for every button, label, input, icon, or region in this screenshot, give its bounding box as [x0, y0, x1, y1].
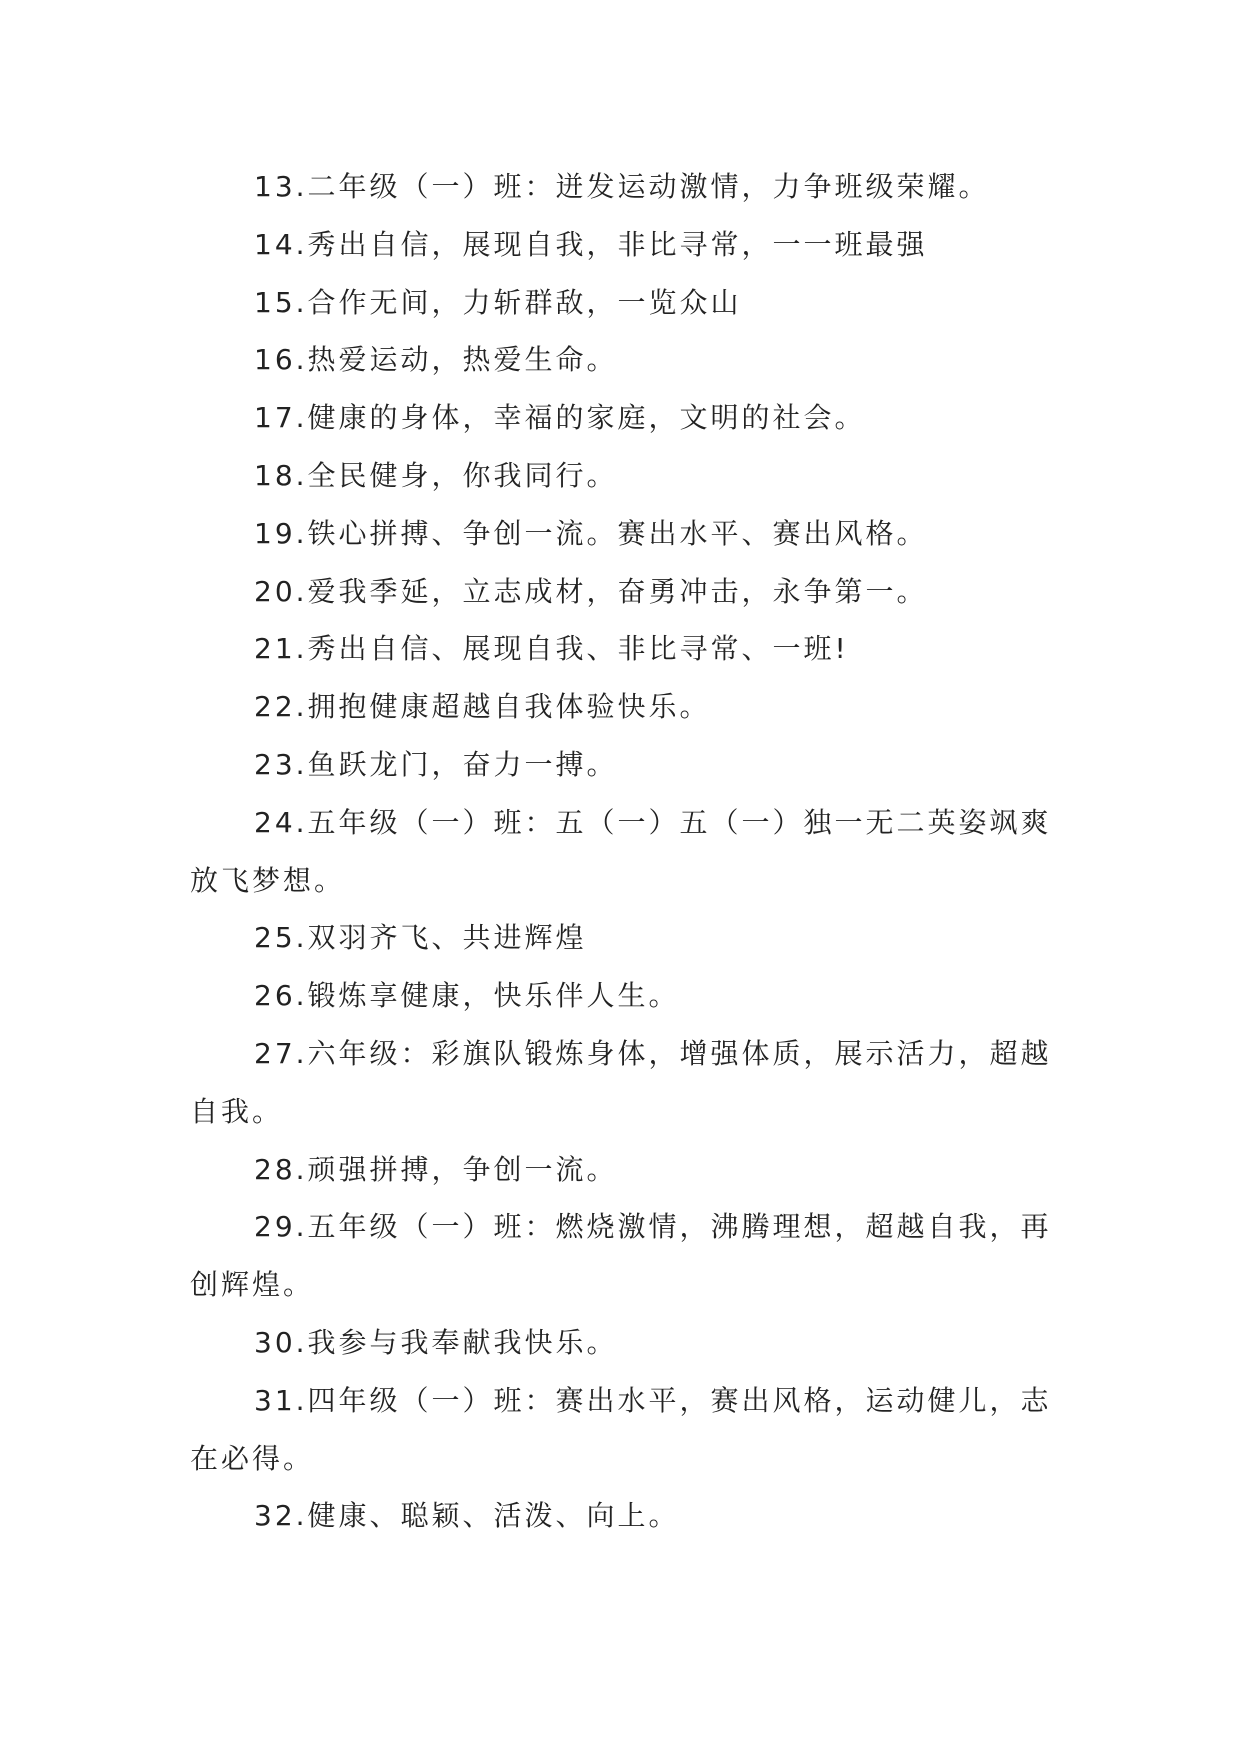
slogan-item: 27.六年级：彩旗队锻炼身体，增强体质，展示活力，超越自我。	[190, 1036, 1052, 1128]
slogan-item: 16.热爱运动，热爱生命。	[254, 343, 618, 377]
slogan-item: 29.五年级（一）班：燃烧激情，沸腾理想，超越自我，再创辉煌。	[190, 1210, 1052, 1302]
slogan-item: 24.五年级（一）班：五（一）五（一）独一无二英姿飒爽放飞梦想。	[190, 805, 1052, 897]
slogan-item: 19.铁心拼搏、争创一流。赛出水平、赛出风格。	[254, 516, 928, 550]
slogan-item: 28.顽强拼搏，争创一流。	[254, 1152, 618, 1186]
slogan-item: 31.四年级（一）班：赛出水平，赛出风格，运动健儿，志在必得。	[190, 1383, 1052, 1475]
slogan-item: 30.我参与我奉献我快乐。	[254, 1325, 618, 1359]
slogan-item: 14.秀出自信，展现自我，非比寻常，一一班最强	[254, 227, 928, 261]
slogan-item: 13.二年级（一）班：迸发运动激情，力争班级荣耀。	[254, 170, 990, 203]
slogan-item: 25.双羽齐飞、共进辉煌	[254, 921, 587, 955]
slogan-item: 22.拥抱健康超越自我体验快乐。	[254, 690, 711, 724]
slogan-item: 18.全民健身，你我同行。	[254, 458, 618, 492]
slogan-item: 20.爱我季延，立志成材，奋勇冲击，永争第一。	[254, 574, 928, 608]
slogan-item: 23.鱼跃龙门，奋力一搏。	[254, 747, 618, 781]
slogan-item: 15.合作无间，力斩群敌，一览众山	[254, 285, 742, 319]
slogan-item: 26.锻炼享健康，快乐伴人生。	[254, 979, 680, 1013]
slogan-item: 32.健康、聪颖、活泼、向上。	[254, 1499, 680, 1533]
slogan-item: 17.健康的身体，幸福的家庭，文明的社会。	[254, 401, 866, 435]
slogan-list	[190, 158, 1070, 1545]
slogan-item: 21.秀出自信、展现自我、非比寻常、一班!	[254, 632, 849, 666]
